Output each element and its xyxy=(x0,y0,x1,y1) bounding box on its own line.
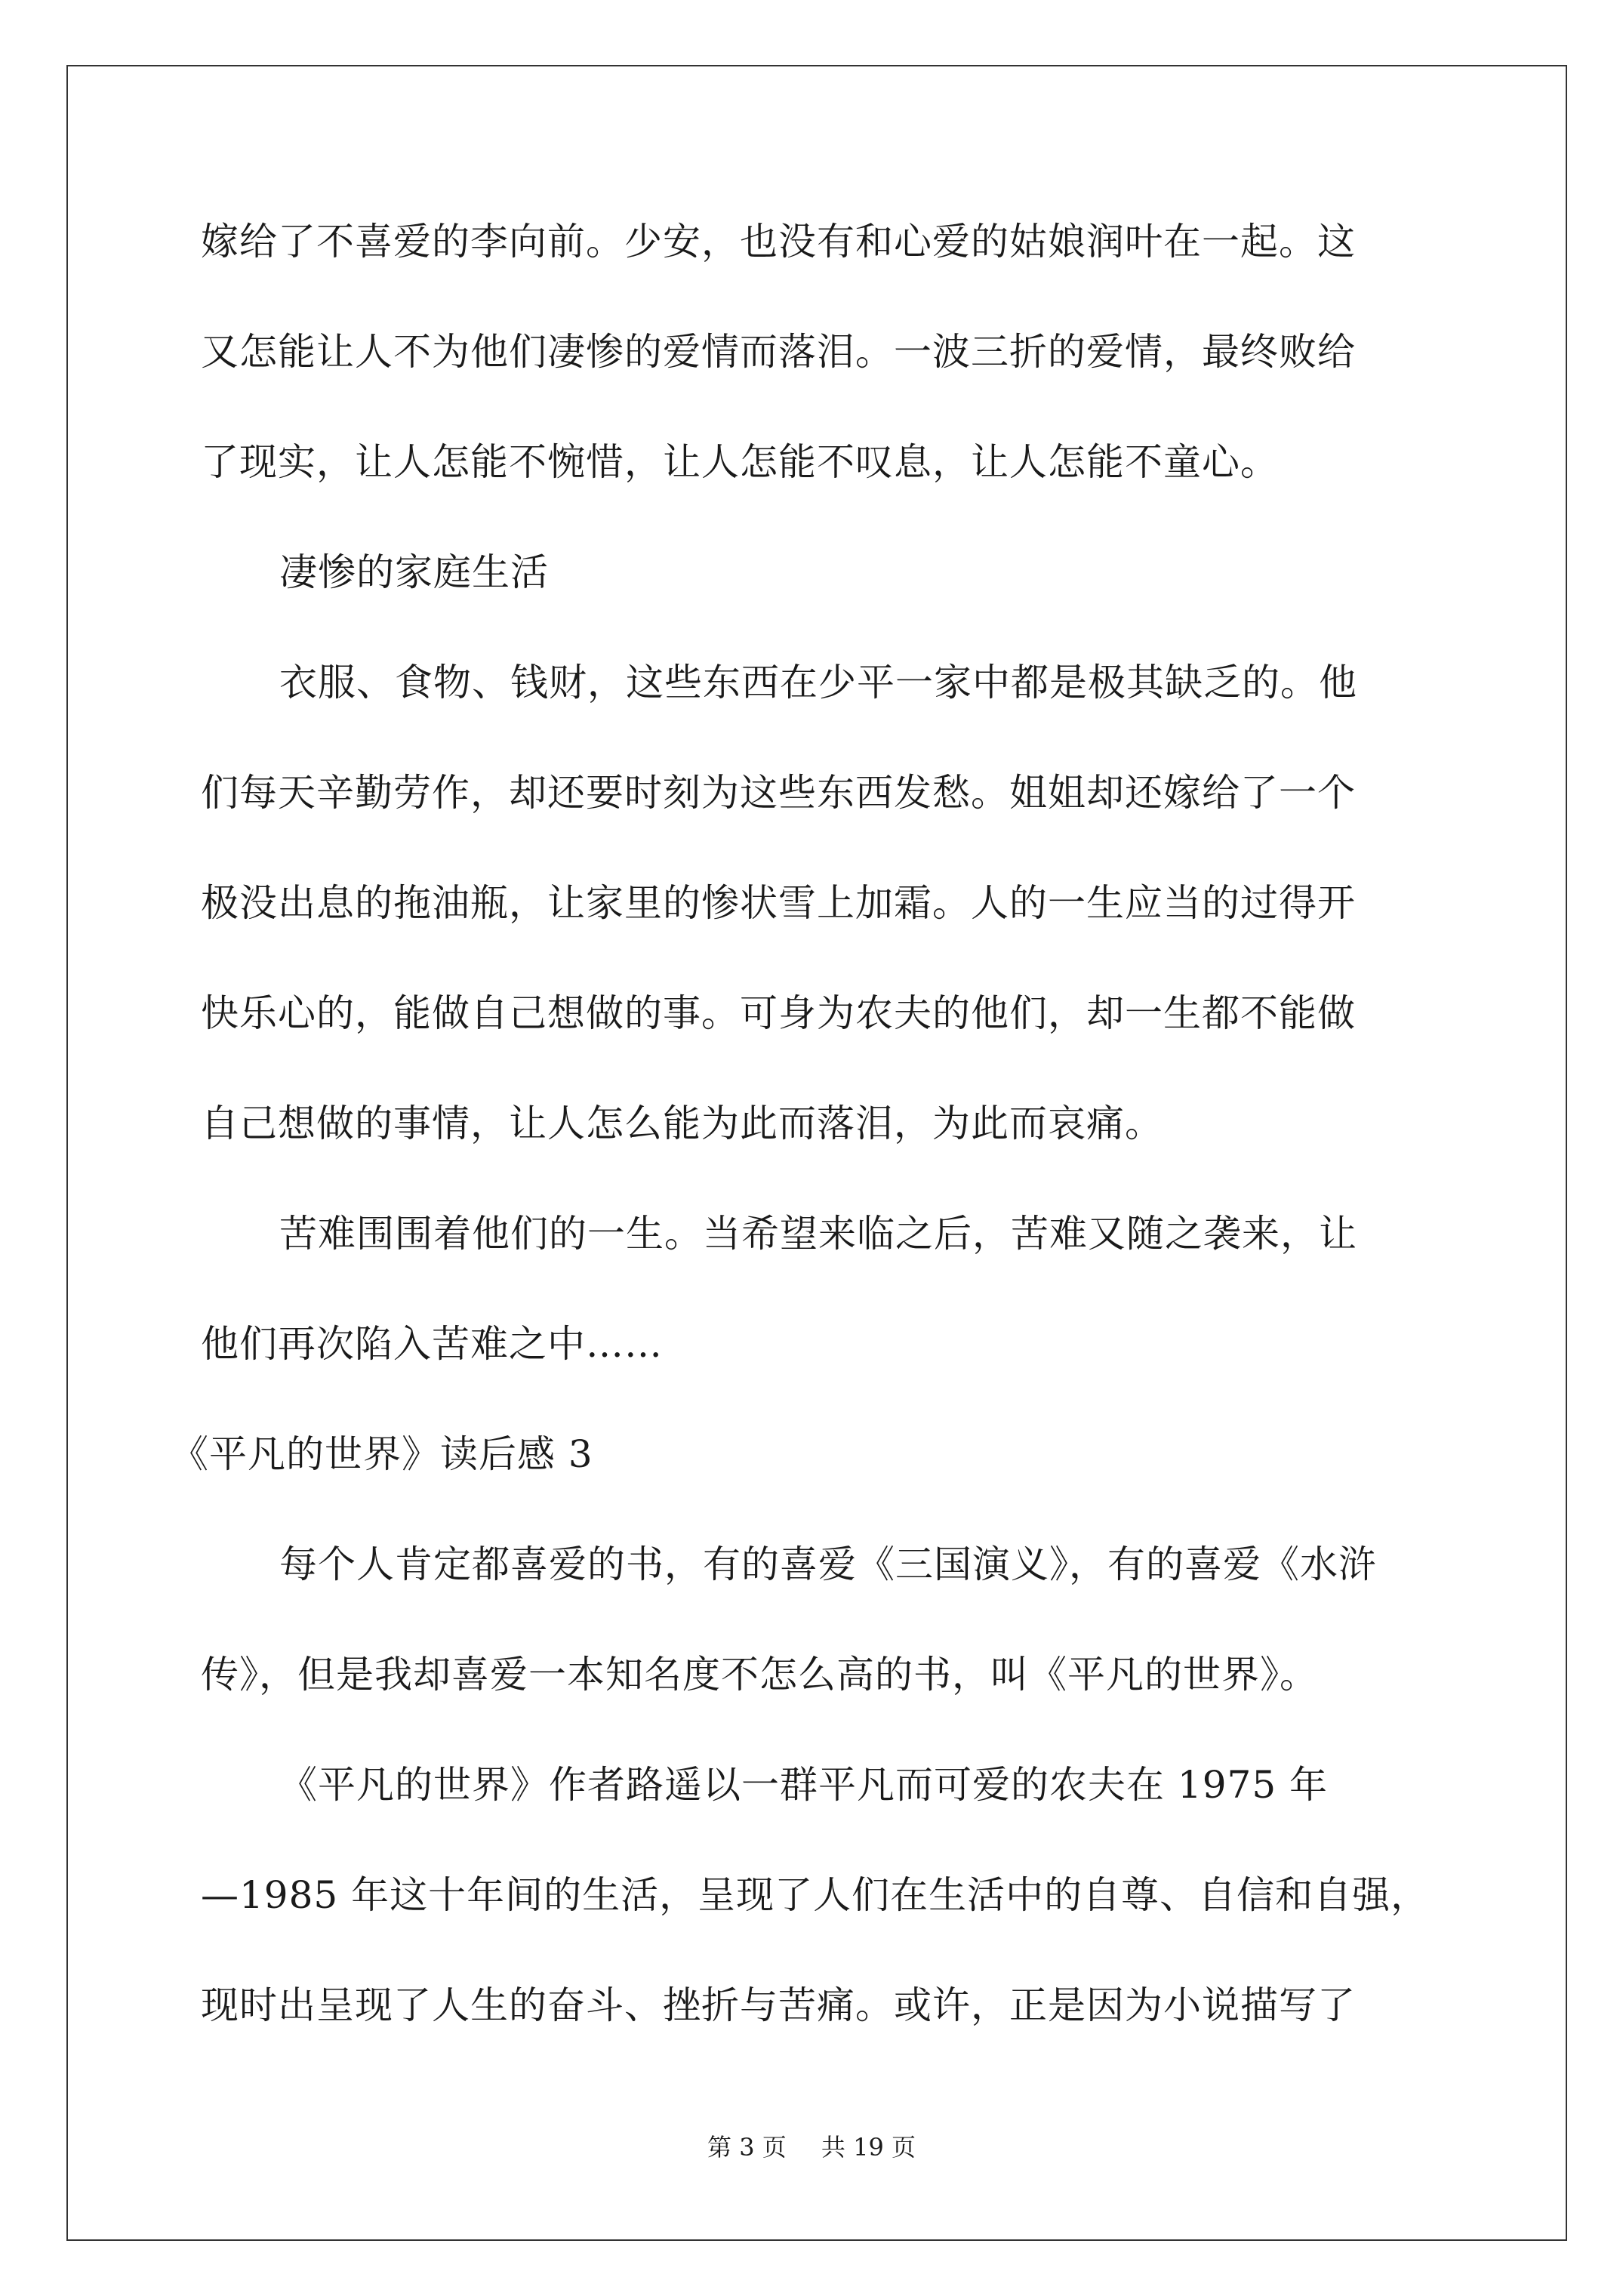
page-footer xyxy=(0,2132,1623,2162)
page-number: 第 3 页 xyxy=(707,2133,787,2162)
text-line: —1985 年这十年间的生活，呈现了人们在生活中的自尊、自信和自强， xyxy=(201,1873,1430,1917)
text-line: 每个人肯定都喜爱的书，有的喜爱《三国演义》，有的喜爱《水浒 xyxy=(279,1542,1377,1586)
section-heading: 凄惨的家庭生活 xyxy=(279,550,549,594)
text-line: 了现实，让人怎能不惋惜，让人怎能不叹息，让人怎能不童心。 xyxy=(201,440,1279,484)
text-line: 现时出呈现了人生的奋斗、挫折与苦痛。或许，正是因为小说描写了 xyxy=(201,1983,1356,2027)
text-line: 《平凡的世界》作者路遥以一群平凡而可爱的农夫在 1975 年 xyxy=(279,1763,1329,1807)
article-title: 《平凡的世界》读后感 3 xyxy=(171,1432,593,1476)
text-line: 苦难围围着他们的一生。当希望来临之后，苦难又随之袭来，让 xyxy=(279,1212,1357,1256)
text-line: 他们再次陷入苦难之中…… xyxy=(201,1322,663,1366)
text-line: 快乐心的，能做自己想做的事。可身为农夫的他们，却一生都不能做 xyxy=(201,991,1356,1035)
text-line: 传》，但是我却喜爱一本知名度不怎么高的书，叫《平凡的世界》。 xyxy=(201,1653,1318,1697)
text-line: 极没出息的拖油瓶，让家里的惨状雪上加霜。人的一生应当的过得开 xyxy=(201,881,1356,925)
text-line: 们每天辛勤劳作，却还要时刻为这些东西发愁。姐姐却还嫁给了一个 xyxy=(201,771,1356,815)
text-line: 自己想做的事情，让人怎么能为此而落泪，为此而哀痛。 xyxy=(201,1102,1163,1145)
page-total: 共 19 页 xyxy=(821,2133,916,2162)
text-line: 衣服、食物、钱财，这些东西在少平一家中都是极其缺乏的。他 xyxy=(279,661,1357,704)
text-line: 嫁给了不喜爱的李向前。少安，也没有和心爱的姑娘润叶在一起。这 xyxy=(201,220,1356,264)
text-line: 又怎能让人不为他们凄惨的爱情而落泪。一波三折的爱情，最终败给 xyxy=(201,330,1356,374)
